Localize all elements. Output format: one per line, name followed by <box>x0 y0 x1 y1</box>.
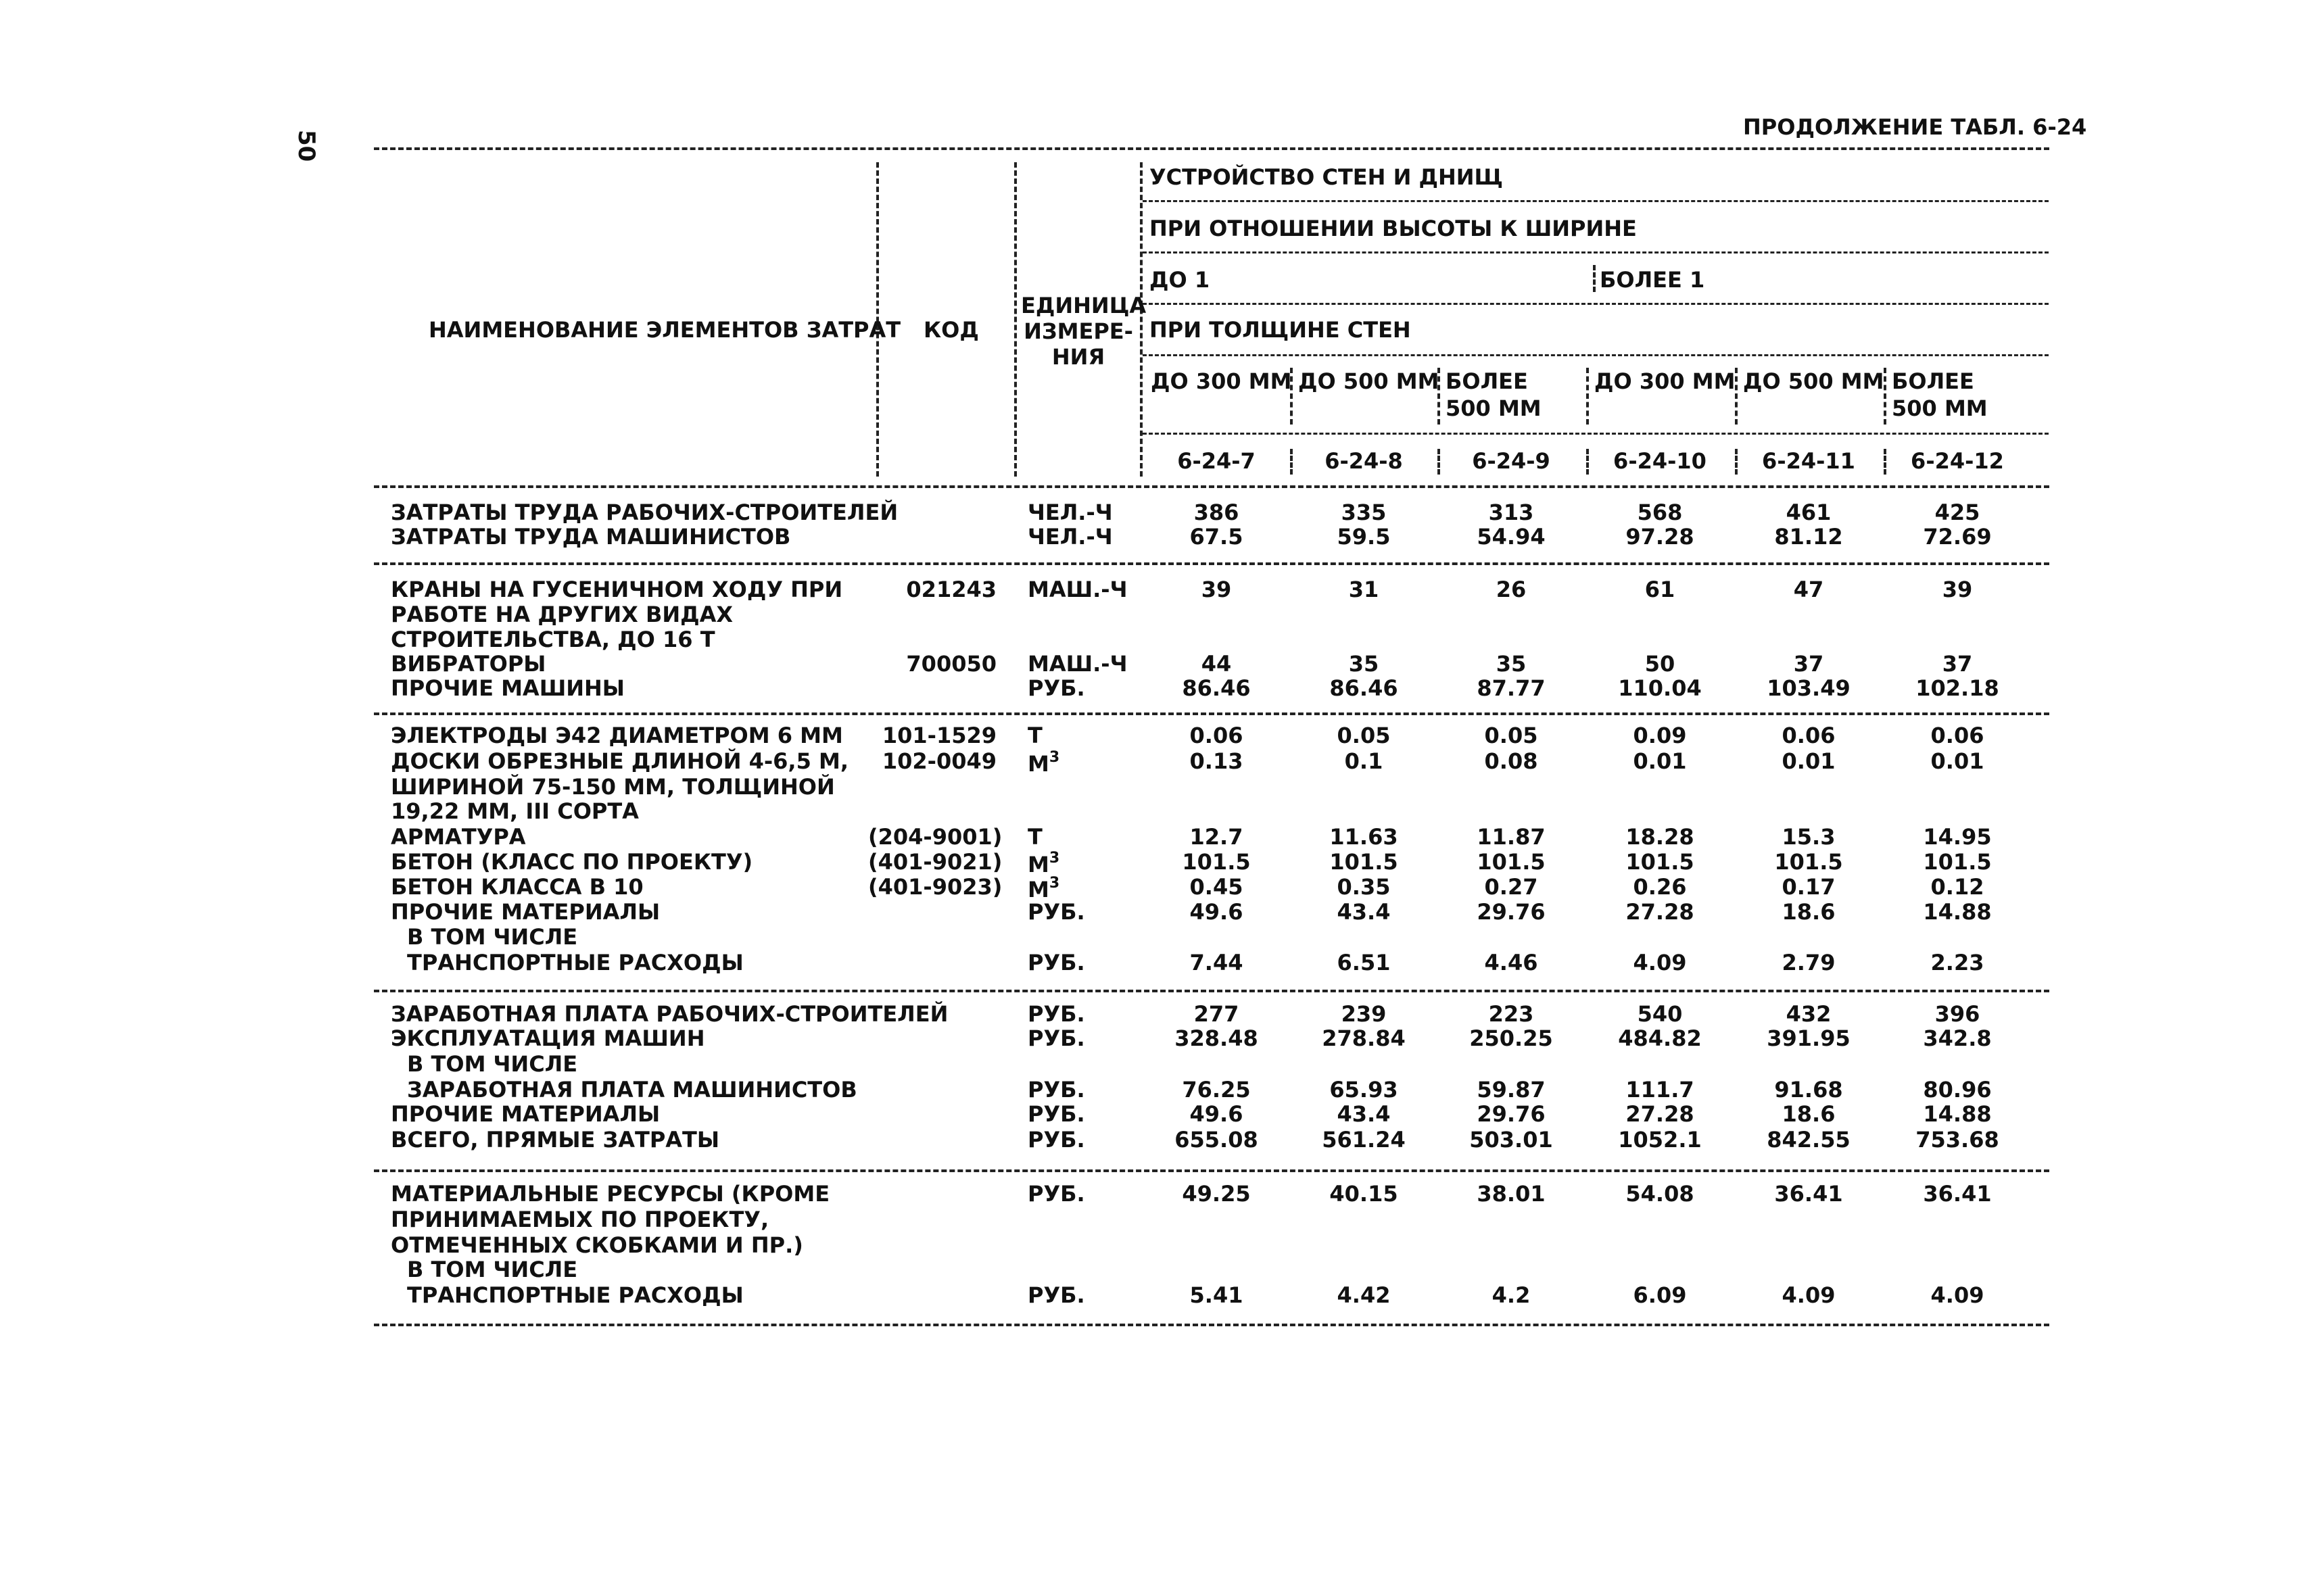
code-divider <box>1290 449 1293 475</box>
row-name: ЗАТРАТЫ ТРУДА МАШИНИСТОВ <box>391 524 791 550</box>
row-value: 37 <box>1942 651 1973 677</box>
row-unit: РУБ. <box>1028 675 1085 701</box>
row-value: 110.04 <box>1618 675 1702 701</box>
row-value: 0.45 <box>1189 874 1243 900</box>
header-rule-3 <box>1143 303 2049 305</box>
row-value: 4.09 <box>1633 950 1687 975</box>
row-value: 11.63 <box>1329 824 1398 850</box>
row-value: 15.3 <box>1782 824 1836 850</box>
row-unit: ЧЕЛ.-Ч <box>1028 524 1113 550</box>
thickness-label: 500 ММ <box>1446 395 1542 421</box>
row-code: (401-9023) <box>868 874 1003 900</box>
row-value: 342.8 <box>1923 1025 1992 1051</box>
row-value: 561.24 <box>1322 1127 1406 1153</box>
thickness-divider <box>1884 368 1886 425</box>
row-value: 81.12 <box>1774 524 1843 550</box>
row-value: 31 <box>1348 577 1379 602</box>
row-value: 503.01 <box>1469 1127 1553 1153</box>
row-value: 391.95 <box>1767 1025 1851 1051</box>
row-unit: Т <box>1028 723 1043 748</box>
section-rule-1 <box>374 562 2049 565</box>
row-name: КРАНЫ НА ГУСЕНИЧНОМ ХОДУ ПРИ <box>391 577 843 602</box>
row-value: 40.15 <box>1329 1181 1398 1207</box>
row-code: (204-9001) <box>868 824 1003 850</box>
row-value: 0.27 <box>1484 874 1538 900</box>
row-unit: ЧЕЛ.-Ч <box>1028 500 1113 525</box>
row-unit: РУБ. <box>1028 1101 1085 1127</box>
row-name: ЗАРАБОТНАЯ ПЛАТА РАБОЧИХ-СТРОИТЕЛЕЙ <box>391 1001 949 1027</box>
row-value: 6.51 <box>1337 950 1391 975</box>
row-unit: РУБ. <box>1028 1025 1085 1051</box>
row-value: 86.46 <box>1182 675 1251 701</box>
row-value: 43.4 <box>1337 1101 1391 1127</box>
ratio-divider <box>1593 265 1596 292</box>
row-name: ЗАРАБОТНАЯ ПЛАТА МАШИНИСТОВ <box>407 1077 857 1103</box>
row-code: 102-0049 <box>882 748 997 774</box>
row-value: 0.09 <box>1633 723 1687 748</box>
header-bottom-rule <box>374 485 2049 488</box>
norm-code: 6-24-9 <box>1472 448 1550 474</box>
thickness-label: БОЛЕЕ <box>1892 368 1974 394</box>
row-value: 111.7 <box>1625 1077 1694 1103</box>
header-vline-2 <box>1014 162 1017 477</box>
row-name: БЕТОН КЛАССА В 10 <box>391 874 644 900</box>
row-code: 700050 <box>906 651 997 677</box>
row-name: ПРОЧИЕ МАТЕРИАЛЫ <box>391 899 661 925</box>
row-value: 11.87 <box>1477 824 1546 850</box>
row-value: 0.13 <box>1189 748 1243 774</box>
row-name: ЭЛЕКТРОДЫ Э42 ДИАМЕТРОМ 6 ММ <box>391 723 843 748</box>
row-value: 59.5 <box>1337 524 1391 550</box>
row-value: 753.68 <box>1915 1127 1999 1153</box>
row-name: ПРОЧИЕ МАТЕРИАЛЫ <box>391 1101 661 1127</box>
row-value: 0.01 <box>1633 748 1687 774</box>
row-value: 67.5 <box>1189 524 1243 550</box>
thickness-divider <box>1437 368 1440 425</box>
row-value: 0.06 <box>1189 723 1243 748</box>
ratio-up-to-1: ДО 1 <box>1149 267 1210 293</box>
row-value: 12.7 <box>1189 824 1243 850</box>
section-rule-2 <box>374 712 2049 715</box>
header-rule-2 <box>1143 251 2049 253</box>
row-value: 101.5 <box>1625 849 1694 875</box>
row-value: 239 <box>1341 1001 1387 1027</box>
header-vline-3 <box>1140 162 1143 477</box>
row-value: 103.49 <box>1767 675 1851 701</box>
continuation-caption: ПРОДОЛЖЕНИЕ ТАБЛ. 6-24 <box>1743 114 2087 140</box>
row-value: 49.6 <box>1189 1101 1243 1127</box>
row-value: 0.05 <box>1337 723 1391 748</box>
row-value: 26 <box>1496 577 1527 602</box>
row-value: 49.6 <box>1189 899 1243 925</box>
thickness-label: ДО 500 ММ <box>1743 368 1884 394</box>
group-header-walls: УСТРОЙСТВО СТЕН И ДНИЩ <box>1149 164 1503 190</box>
row-value: 87.77 <box>1477 675 1546 701</box>
row-value: 61 <box>1644 577 1675 602</box>
row-unit: РУБ. <box>1028 899 1085 925</box>
row-value: 0.01 <box>1930 748 1984 774</box>
row-value: 0.06 <box>1782 723 1836 748</box>
row-value: 35 <box>1496 651 1527 677</box>
row-unit: РУБ. <box>1028 1181 1085 1207</box>
row-value: 29.76 <box>1477 899 1546 925</box>
section-rule-3 <box>374 990 2049 992</box>
row-value: 38.01 <box>1477 1181 1546 1207</box>
row-name: ДОСКИ ОБРЕЗНЫЕ ДЛИНОЙ 4-6,5 М, <box>391 748 849 774</box>
unit-column-header-line1: ЕДИНИЦА <box>1021 293 1147 318</box>
row-name: В ТОМ ЧИСЛЕ <box>407 1051 578 1077</box>
row-value: 36.41 <box>1774 1181 1843 1207</box>
row-value: 39 <box>1942 577 1973 602</box>
row-value: 4.09 <box>1930 1282 1984 1308</box>
row-name: БЕТОН (КЛАСС ПО ПРОЕКТУ) <box>391 849 753 875</box>
row-value: 0.1 <box>1344 748 1383 774</box>
row-value: 101.5 <box>1329 849 1398 875</box>
row-name: ТРАНСПОРТНЫЕ РАСХОДЫ <box>407 950 744 975</box>
row-name: В ТОМ ЧИСЛЕ <box>407 924 578 950</box>
row-value: 7.44 <box>1189 950 1243 975</box>
code-divider <box>1437 449 1440 475</box>
row-value: 0.17 <box>1782 874 1836 900</box>
row-value: 54.08 <box>1625 1181 1694 1207</box>
row-name: МАТЕРИАЛЬНЫЕ РЕСУРСЫ (КРОМЕ <box>391 1181 830 1207</box>
row-name: АРМАТУРА <box>391 824 526 850</box>
row-value: 14.88 <box>1923 899 1992 925</box>
row-value: 568 <box>1637 500 1683 525</box>
row-name: ЗАТРАТЫ ТРУДА РАБОЧИХ-СТРОИТЕЛЕЙ <box>391 500 899 525</box>
header-rule-1 <box>1143 200 2049 202</box>
row-value: 4.09 <box>1782 1282 1836 1308</box>
row-name: 19,22 ММ, III СОРТА <box>391 798 639 824</box>
code-divider <box>1735 449 1738 475</box>
thickness-label: БОЛЕЕ <box>1446 368 1528 394</box>
row-value: 277 <box>1193 1001 1239 1027</box>
row-value: 5.41 <box>1189 1282 1243 1308</box>
ratio-more-than-1: БОЛЕЕ 1 <box>1600 267 1705 293</box>
row-value: 14.95 <box>1923 824 1992 850</box>
row-unit: МАШ.-Ч <box>1028 651 1128 677</box>
unit-column-header-line3: НИЯ <box>1051 344 1105 370</box>
row-name: ВСЕГО, ПРЯМЫЕ ЗАТРАТЫ <box>391 1127 720 1153</box>
unit-column-header-line2: ИЗМЕРЕ- <box>1024 318 1133 344</box>
row-name: ВИБРАТОРЫ <box>391 651 546 677</box>
row-code: (401-9021) <box>868 849 1003 875</box>
row-value: 540 <box>1637 1001 1683 1027</box>
code-divider <box>1884 449 1886 475</box>
thickness-label: ДО 300 ММ <box>1151 368 1292 394</box>
header-rule-4 <box>1143 354 2049 356</box>
row-value: 4.42 <box>1337 1282 1391 1308</box>
row-value: 655.08 <box>1174 1127 1258 1153</box>
row-value: 18.6 <box>1782 899 1836 925</box>
row-name: В ТОМ ЧИСЛЕ <box>407 1257 578 1282</box>
row-value: 49.25 <box>1182 1181 1251 1207</box>
row-value: 0.05 <box>1484 723 1538 748</box>
thickness-divider <box>1735 368 1738 425</box>
thickness-label: 500 ММ <box>1892 395 1988 421</box>
row-unit: $М^3$ <box>1028 850 1060 877</box>
row-unit: РУБ. <box>1028 1077 1085 1103</box>
thickness-label: ДО 300 ММ <box>1594 368 1736 394</box>
section-rule-4 <box>374 1169 2049 1172</box>
row-unit: РУБ. <box>1028 1001 1085 1027</box>
row-code: 021243 <box>906 577 997 602</box>
row-value: 0.35 <box>1337 874 1391 900</box>
row-value: 44 <box>1201 651 1232 677</box>
top-rule <box>374 147 2049 150</box>
row-value: 27.28 <box>1625 899 1694 925</box>
row-unit: РУБ. <box>1028 950 1085 975</box>
row-value: 97.28 <box>1625 524 1694 550</box>
thickness-divider <box>1290 368 1293 425</box>
row-unit: РУБ. <box>1028 1282 1085 1308</box>
header-rule-5 <box>1143 433 2049 435</box>
row-value: 4.2 <box>1491 1282 1531 1308</box>
row-code: 101-1529 <box>882 723 997 748</box>
row-value: 65.93 <box>1329 1077 1398 1103</box>
row-value: 59.87 <box>1477 1077 1546 1103</box>
row-value: 1052.1 <box>1618 1127 1702 1153</box>
row-value: 72.69 <box>1923 524 1992 550</box>
row-value: 278.84 <box>1322 1025 1406 1051</box>
group-header-ratio: ПРИ ОТНОШЕНИИ ВЫСОТЫ К ШИРИНЕ <box>1149 216 1637 241</box>
row-value: 39 <box>1201 577 1232 602</box>
row-value: 101.5 <box>1774 849 1843 875</box>
row-name: СТРОИТЕЛЬСТВА, ДО 16 Т <box>391 627 715 652</box>
row-value: 0.08 <box>1484 748 1538 774</box>
name-column-header: НАИМЕНОВАНИЕ ЭЛЕМЕНТОВ ЗАТРАТ <box>429 317 901 343</box>
row-value: 0.26 <box>1633 874 1687 900</box>
row-value: 29.76 <box>1477 1101 1546 1127</box>
thickness-divider <box>1586 368 1589 425</box>
row-value: 14.88 <box>1923 1101 1992 1127</box>
row-unit: РУБ. <box>1028 1127 1085 1153</box>
row-value: 47 <box>1793 577 1824 602</box>
row-value: 6.09 <box>1633 1282 1687 1308</box>
row-value: 86.46 <box>1329 675 1398 701</box>
row-value: 842.55 <box>1767 1127 1851 1153</box>
row-value: 43.4 <box>1337 899 1391 925</box>
row-name: ШИРИНОЙ 75-150 ММ, ТОЛЩИНОЙ <box>391 774 835 800</box>
row-value: 2.23 <box>1930 950 1984 975</box>
row-value: 101.5 <box>1923 849 1992 875</box>
row-unit: $М^3$ <box>1028 875 1060 902</box>
row-name: ЭКСПЛУАТАЦИЯ МАШИН <box>391 1025 705 1051</box>
row-value: 35 <box>1348 651 1379 677</box>
bottom-rule <box>374 1324 2049 1326</box>
row-value: 432 <box>1786 1001 1832 1027</box>
row-value: 484.82 <box>1618 1025 1702 1051</box>
row-unit: $М^3$ <box>1028 749 1060 777</box>
row-value: 328.48 <box>1174 1025 1258 1051</box>
row-value: 2.79 <box>1782 950 1836 975</box>
row-value: 37 <box>1793 651 1824 677</box>
norm-code: 6-24-8 <box>1324 448 1403 474</box>
row-value: 76.25 <box>1182 1077 1251 1103</box>
row-value: 313 <box>1488 500 1534 525</box>
norm-code: 6-24-12 <box>1911 448 2004 474</box>
row-value: 250.25 <box>1469 1025 1553 1051</box>
code-column-header: КОД <box>924 317 979 343</box>
code-divider <box>1586 449 1589 475</box>
row-value: 396 <box>1934 1001 1980 1027</box>
row-value: 223 <box>1488 1001 1534 1027</box>
row-value: 50 <box>1644 651 1675 677</box>
row-value: 101.5 <box>1477 849 1546 875</box>
row-value: 0.12 <box>1930 874 1984 900</box>
row-name: ОТМЕЧЕННЫХ СКОБКАМИ И ПР.) <box>391 1232 803 1258</box>
thickness-label: ДО 500 ММ <box>1298 368 1439 394</box>
row-value: 102.18 <box>1915 675 1999 701</box>
page-number: 50 <box>293 130 320 162</box>
row-name: ПРОЧИЕ МАШИНЫ <box>391 675 625 701</box>
row-value: 18.28 <box>1625 824 1694 850</box>
row-value: 27.28 <box>1625 1101 1694 1127</box>
row-value: 91.68 <box>1774 1077 1843 1103</box>
row-value: 0.06 <box>1930 723 1984 748</box>
row-value: 461 <box>1786 500 1832 525</box>
group-header-thickness: ПРИ ТОЛЩИНЕ СТЕН <box>1149 317 1411 343</box>
norm-code: 6-24-11 <box>1762 448 1855 474</box>
row-value: 386 <box>1193 500 1239 525</box>
row-value: 80.96 <box>1923 1077 1992 1103</box>
row-name: РАБОТЕ НА ДРУГИХ ВИДАХ <box>391 602 734 627</box>
row-name: ТРАНСПОРТНЫЕ РАСХОДЫ <box>407 1282 744 1308</box>
row-value: 425 <box>1934 500 1980 525</box>
row-value: 335 <box>1341 500 1387 525</box>
row-unit: Т <box>1028 824 1043 850</box>
row-value: 0.01 <box>1782 748 1836 774</box>
row-name: ПРИНИМАЕМЫХ ПО ПРОЕКТУ, <box>391 1207 769 1232</box>
row-value: 4.46 <box>1484 950 1538 975</box>
norm-code: 6-24-10 <box>1613 448 1707 474</box>
row-value: 101.5 <box>1182 849 1251 875</box>
norm-code: 6-24-7 <box>1177 448 1256 474</box>
row-value: 36.41 <box>1923 1181 1992 1207</box>
row-unit: МАШ.-Ч <box>1028 577 1128 602</box>
row-value: 18.6 <box>1782 1101 1836 1127</box>
row-value: 54.94 <box>1477 524 1546 550</box>
